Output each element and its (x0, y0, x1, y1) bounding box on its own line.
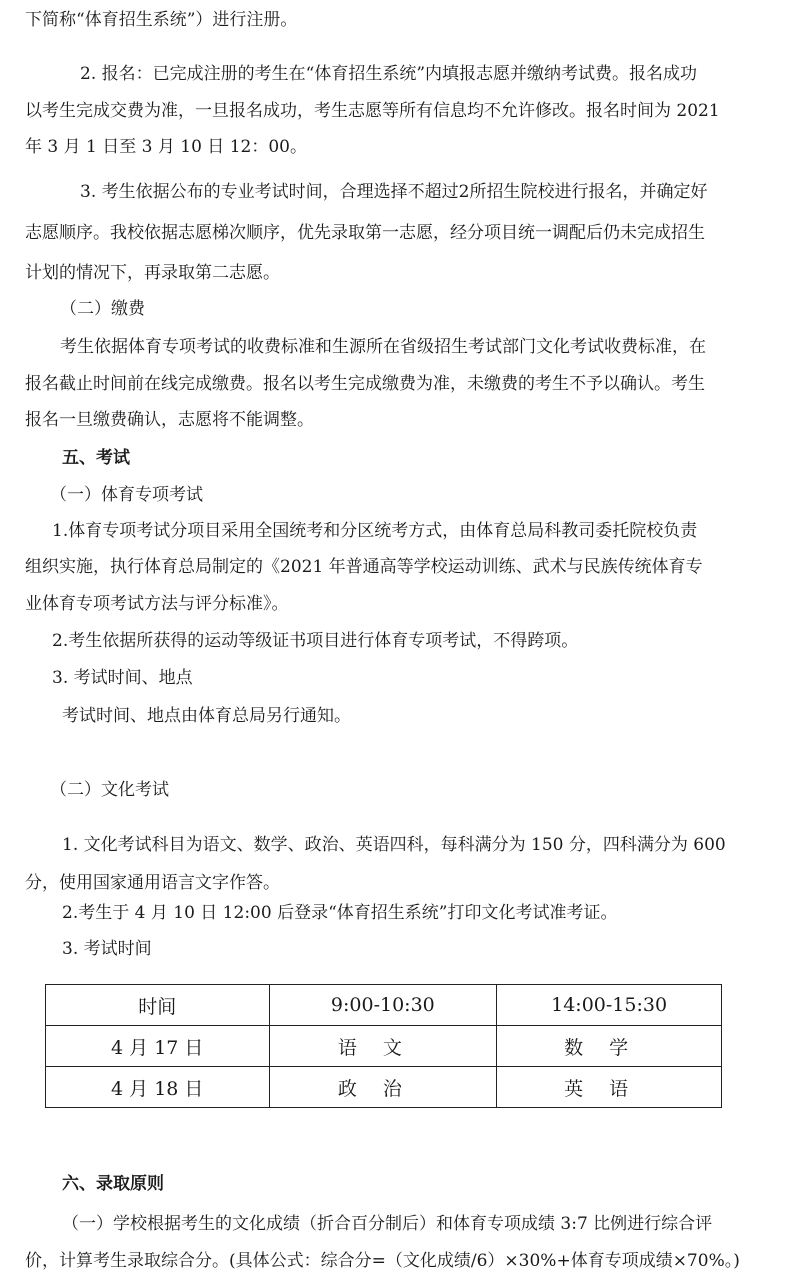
paragraph-line: （一）学校根据考生的文化成绩（折合百分制后）和体育专项成绩 3:7 比例进行综合评 (62, 1214, 713, 1234)
paragraph-line: 价，计算考生录取综合分。(具体公式：综合分=（文化成绩/6）×30%+体育专项成绩×70%。) (25, 1251, 740, 1271)
section-heading: （一）体育专项考试 (50, 485, 203, 505)
paragraph-line: 以考生完成交费为准，一旦报名成功，考生志愿等所有信息均不允许修改。报名时间为 2021 (25, 101, 720, 121)
table-row (46, 1067, 722, 1108)
paragraph-line: 下简称“体育招生系统”）进行注册。 (25, 10, 298, 30)
paragraph-line: 计划的情况下，再录取第二志愿。 (25, 263, 280, 283)
section-heading: 3. 考试时间、地点 (52, 668, 193, 688)
exam-schedule-table (45, 984, 722, 1108)
table-cell-subject: 政治 (269, 1067, 497, 1108)
paragraph-line: 1. 文化考试科目为语文、数学、政治、英语四科，每科满分为 150 分，四科满分为 600 (62, 835, 726, 855)
table-header-cell: 14:00-15:30 (497, 985, 722, 1026)
paragraph-line: 3. 考生依据公布的专业考试时间，合理选择不超过2所招生院校进行报名，并确定好 (80, 182, 708, 202)
chapter-heading: 六、录取原则 (62, 1174, 164, 1194)
chapter-heading: 五、考试 (62, 448, 130, 468)
table-header-row (46, 985, 722, 1026)
paragraph-line: 报名一旦缴费确认，志愿将不能调整。 (25, 410, 314, 430)
paragraph-line: 考试时间、地点由体育总局另行通知。 (62, 706, 351, 726)
paragraph-line: 组织实施，执行体育总局制定的《2021 年普通高等学校运动训练、武术与民族传统体育专 (25, 557, 703, 577)
table-cell-subject: 语文 (269, 1026, 497, 1067)
paragraph-line: 2.考生于 4 月 10 日 12:00 后登录“体育招生系统”打印文化考试准考证。 (62, 903, 618, 923)
table-cell-date: 4 月 17 日 (46, 1026, 270, 1067)
table-cell-subject: 数学 (497, 1026, 722, 1067)
paragraph-line: 业体育专项考试方法与评分标准》。 (25, 594, 289, 614)
table-row (46, 1026, 722, 1067)
table-header-cell: 9:00-10:30 (269, 985, 497, 1026)
section-heading: （二）文化考试 (50, 780, 169, 800)
table-header-cell: 时间 (46, 985, 270, 1026)
paragraph-line: 志愿顺序。我校依据志愿梯次顺序，优先录取第一志愿，经分项目统一调配后仍未完成招生 (25, 223, 705, 243)
table-cell-date: 4 月 18 日 (46, 1067, 270, 1108)
paragraph-line: 分，使用国家通用语言文字作答。 (25, 873, 280, 893)
paragraph-line: 1.体育专项考试分项目采用全国统考和分区统考方式，由体育总局科教司委托院校负责 (52, 521, 698, 541)
table-cell-subject: 英语 (497, 1067, 722, 1108)
paragraph-line: 2. 报名：已完成注册的考生在“体育招生系统”内填报志愿并缴纳考试费。报名成功 (80, 64, 698, 84)
paragraph-line: 年 3 月 1 日至 3 月 10 日 12：00。 (25, 137, 307, 157)
paragraph-line: 考生依据体育专项考试的收费标准和生源所在省级招生考试部门文化考试收费标准，在 (60, 337, 706, 357)
paragraph-line: 报名截止时间前在线完成缴费。报名以考生完成缴费为准，未缴费的考生不予以确认。考生 (25, 374, 705, 394)
section-heading: 3. 考试时间 (62, 939, 152, 959)
section-heading: （二）缴费 (60, 299, 145, 319)
paragraph-line: 2.考生依据所获得的运动等级证书项目进行体育专项考试，不得跨项。 (52, 631, 579, 651)
